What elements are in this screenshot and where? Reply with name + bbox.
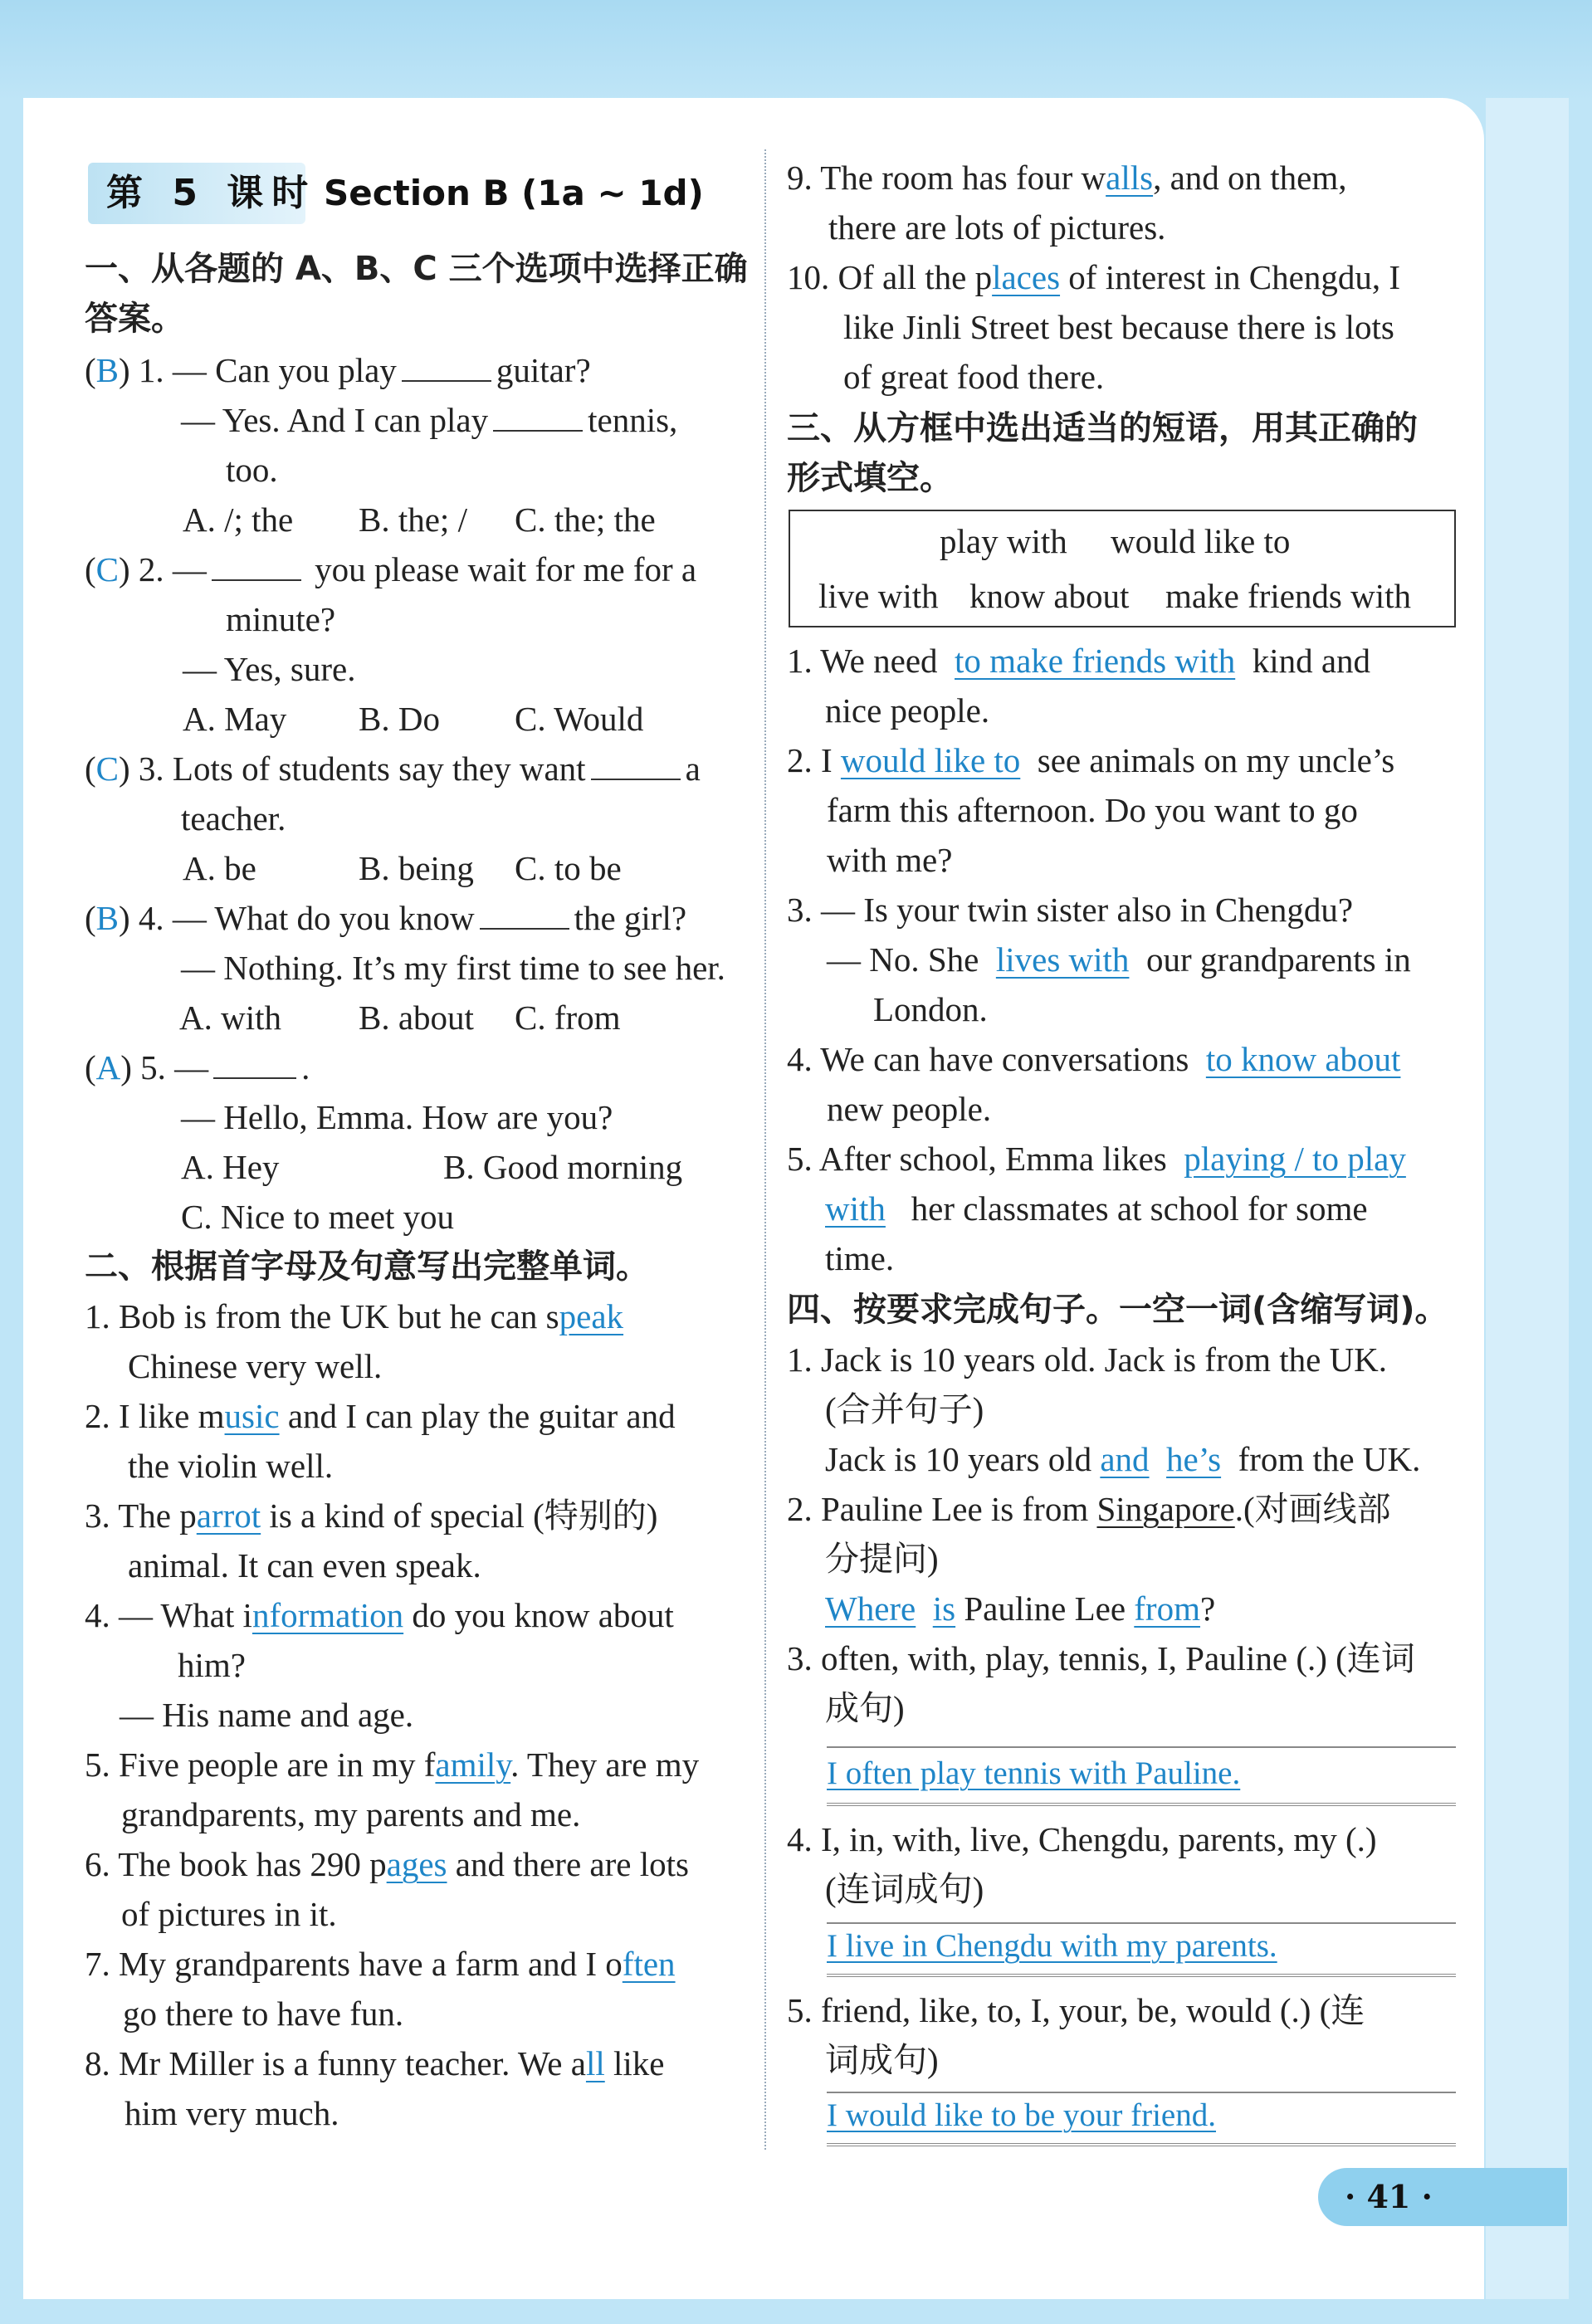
q4-option-a: A. with: [179, 998, 281, 1037]
part3-title-cont: 形式填空。: [787, 459, 953, 497]
fill-item-4-cont: him?: [178, 1646, 246, 1684]
answer-5: A: [95, 1048, 121, 1086]
underlined-singapore: Singapore: [1096, 1490, 1235, 1528]
fill-item-4: 4. — What information do you know about: [85, 1596, 674, 1634]
question-4-reply: — Nothing. It’s my first time to see her.: [181, 949, 725, 987]
phrase-item-5-cont2: time.: [825, 1239, 895, 1277]
fill-item-6: 6. The book has 290 pages and there are lots: [85, 1845, 689, 1883]
phrase-item-5-cont: with her classmates at school for some: [825, 1189, 1368, 1228]
phrase-item-1-cont: nice people.: [825, 691, 990, 730]
phrase-answer-2: would like to: [840, 741, 1021, 779]
sentence-answer-4: I live in Chengdu with my parents.: [827, 1928, 1277, 1964]
q2-option-c: C. Would: [515, 700, 644, 738]
q3-option-a: A. be: [183, 849, 256, 887]
sentence-answer-2a: Where: [825, 1589, 916, 1628]
sentence-answer-3: I often play tennis with Pauline.: [827, 1755, 1241, 1791]
fill-item-1-cont: Chinese very well.: [128, 1347, 383, 1385]
fill-item-6-cont: of pictures in it.: [121, 1895, 337, 1933]
fill-item-7: 7. My grandparents have a farm and I often: [85, 1945, 676, 1983]
answer-3: C: [95, 749, 120, 788]
fill-item-10: 10. Of all the places of interest in Chengdu, I: [787, 258, 1400, 296]
sentence-item-2: 2. Pauline Lee is from Singapore.(对画线部: [787, 1490, 1391, 1528]
phrase-item-2-cont: farm this afternoon. Do you want to go: [827, 791, 1358, 829]
question-3-cont: teacher.: [181, 799, 286, 837]
sentence-item-5: 5. friend, like, to, I, your, be, would (.) (连: [787, 1991, 1365, 2029]
sentence-answer-2c: from: [1134, 1589, 1200, 1628]
lesson-label: 第 5 课时: [106, 172, 317, 214]
column-divider: [764, 149, 766, 2150]
phrase-item-2: 2. I would like to see animals on my uncle’s: [787, 741, 1395, 779]
part3-title: 三、从方框中选出适当的短语，用其正确的: [787, 409, 1418, 447]
phrase-play-with: play with: [940, 522, 1067, 560]
fill-item-2-cont: the violin well.: [128, 1447, 334, 1485]
fill-item-4-reply: — His name and age.: [120, 1696, 414, 1734]
q4-option-c: C. from: [515, 998, 621, 1037]
phrase-item-3: 3. — Is your twin sister also in Chengdu?: [787, 891, 1354, 929]
fill-item-5-cont: grandparents, my parents and me.: [121, 1795, 581, 1833]
sentence-item-1: 1. Jack is 10 years old. Jack is from the UK.: [787, 1340, 1388, 1379]
sentence-item-1-hint: (合并句子): [825, 1390, 984, 1428]
answer-1: B: [95, 351, 120, 389]
question-1-reply: — Yes. And I can play tennis,: [181, 401, 678, 439]
question-2-cont: minute?: [226, 600, 336, 638]
fill-item-5: 5. Five people are in my family. They are my: [85, 1745, 700, 1784]
q1-option-a: A. /; the: [183, 500, 294, 539]
phrase-answer-5: playing / to play: [1184, 1140, 1406, 1178]
q1-option-b: B. the; /: [359, 500, 467, 539]
answer-line: [827, 1974, 1456, 1977]
part1-title: 一、从各题的 A、B、C 三个选项中选择正确: [85, 250, 748, 288]
answer-line: [827, 1803, 1456, 1806]
fill-item-9: 9. The room has four walls, and on them,: [787, 159, 1347, 197]
fill-item-2: 2. I like music and I can play the guitar and: [85, 1397, 676, 1435]
phrase-make-friends-with: make friends with: [1165, 577, 1412, 615]
sentence-item-1-answer: Jack is 10 years old and he’s from the UK.: [825, 1440, 1421, 1478]
fill-item-3: 3. The parrot is a kind of special (特别的): [85, 1496, 658, 1535]
sentence-answer-1a: and: [1100, 1440, 1150, 1478]
q3-option-b: B. being: [359, 849, 474, 887]
phrase-answer-5b: with: [825, 1189, 886, 1228]
fill-answer-2: usic: [224, 1397, 280, 1435]
question-1: (B) 1. — Can you play guitar?: [85, 351, 591, 389]
sentence-item-3: 3. often, with, play, tennis, I, Pauline (.) (连词: [787, 1639, 1415, 1677]
phrase-answer-3: lives with: [995, 940, 1130, 979]
question-4: (B) 4. — What do you know the girl?: [85, 899, 687, 937]
question-3: (C) 3. Lots of students say they want a: [85, 749, 701, 788]
fill-item-1: 1. Bob is from the UK but he can speak: [85, 1297, 624, 1335]
answer-line: [827, 1746, 1456, 1748]
phrase-item-2-cont2: with me?: [827, 841, 953, 879]
sentence-item-2-hint: 分提问): [825, 1540, 939, 1578]
fill-answer-5: amily: [435, 1745, 511, 1784]
q3-option-c: C. to be: [515, 849, 622, 887]
fill-item-3-cont: animal. It can even speak.: [128, 1546, 481, 1584]
q4-option-b: B. about: [359, 998, 474, 1037]
part4-title: 四、按要求完成句子。一空一词(含缩写词)。: [787, 1291, 1448, 1329]
phrase-would-like-to: would like to: [1111, 522, 1291, 560]
phrase-item-1: 1. We need to make friends with kind and: [787, 642, 1371, 680]
sentence-item-5-hint: 词成句): [825, 2041, 939, 2079]
q5-option-c: C. Nice to meet you: [181, 1198, 455, 1236]
q1-option-c: C. the; the: [515, 500, 656, 539]
sentence-answer-5: I would like to be your friend.: [827, 2097, 1216, 2133]
phrase-answer-4: to know about: [1205, 1040, 1401, 1078]
fill-answer-7: ften: [622, 1945, 676, 1983]
fill-answer-10: laces: [992, 258, 1061, 296]
phrase-answer-1: to make friends with: [955, 642, 1236, 680]
page-number: · 41 ·: [1345, 2178, 1433, 2215]
sentence-item-3-hint: 成句): [825, 1689, 905, 1727]
fill-answer-4: nformation: [251, 1596, 404, 1634]
part1-title-cont: 答案。: [85, 300, 184, 338]
q2-option-a: A. May: [183, 700, 287, 738]
fill-item-7-cont: go there to have fun.: [123, 1994, 404, 2033]
sentence-item-4-hint: (连词成句): [825, 1870, 984, 1908]
question-2-reply: — Yes, sure.: [183, 650, 356, 688]
question-1-reply-cont: too.: [226, 451, 278, 489]
answer-2: C: [95, 550, 120, 588]
fill-item-10-cont: like Jinli Street best because there is lots: [843, 308, 1394, 346]
phrase-know-about: know about: [969, 577, 1130, 615]
sentence-item-2-answer: Where is Pauline Lee from?: [825, 1589, 1216, 1628]
fill-item-9-cont: there are lots of pictures.: [828, 208, 1166, 247]
answer-4: B: [95, 899, 120, 937]
question-2: (C) 2. — you please wait for me for a: [85, 550, 697, 588]
fill-answer-8: ll: [585, 2044, 605, 2082]
fill-item-8-cont: him very much.: [125, 2094, 339, 2132]
fill-answer-6: ages: [386, 1845, 447, 1883]
section-title: Section B (1a ~ 1d): [324, 173, 704, 213]
q2-option-b: B. Do: [359, 700, 440, 738]
sentence-item-4: 4. I, in, with, live, Chengdu, parents, my (.): [787, 1820, 1377, 1858]
sentence-answer-2b: is: [932, 1589, 956, 1628]
side-strip: [1486, 98, 1569, 2299]
phrase-item-4-cont: new people.: [827, 1090, 992, 1128]
phrase-live-with: live with: [818, 577, 939, 615]
q5-option-b: B. Good morning: [443, 1148, 683, 1186]
phrase-item-5: 5. After school, Emma likes playing / to play: [787, 1140, 1406, 1178]
fill-answer-1: peak: [559, 1297, 624, 1335]
fill-answer-9: alls: [1106, 159, 1154, 197]
question-5: (A) 5. — .: [85, 1048, 310, 1086]
fill-item-10-cont2: of great food there.: [843, 358, 1105, 396]
fill-answer-3: arrot: [196, 1496, 261, 1535]
fill-item-8: 8. Mr Miller is a funny teacher. We all like: [85, 2044, 665, 2082]
answer-line: [827, 2143, 1456, 2146]
phrase-item-4: 4. We can have conversations to know about: [787, 1040, 1401, 1078]
question-5-reply: — Hello, Emma. How are you?: [181, 1098, 613, 1136]
phrase-item-3-reply: — No. She lives with our grandparents in: [827, 940, 1411, 979]
phrase-item-3-cont: London.: [873, 990, 988, 1028]
q5-option-a: A. Hey: [181, 1148, 280, 1186]
sentence-answer-1b: he’s: [1166, 1440, 1222, 1478]
part2-title: 二、根据首字母及句意写出完整单词。: [85, 1247, 649, 1286]
